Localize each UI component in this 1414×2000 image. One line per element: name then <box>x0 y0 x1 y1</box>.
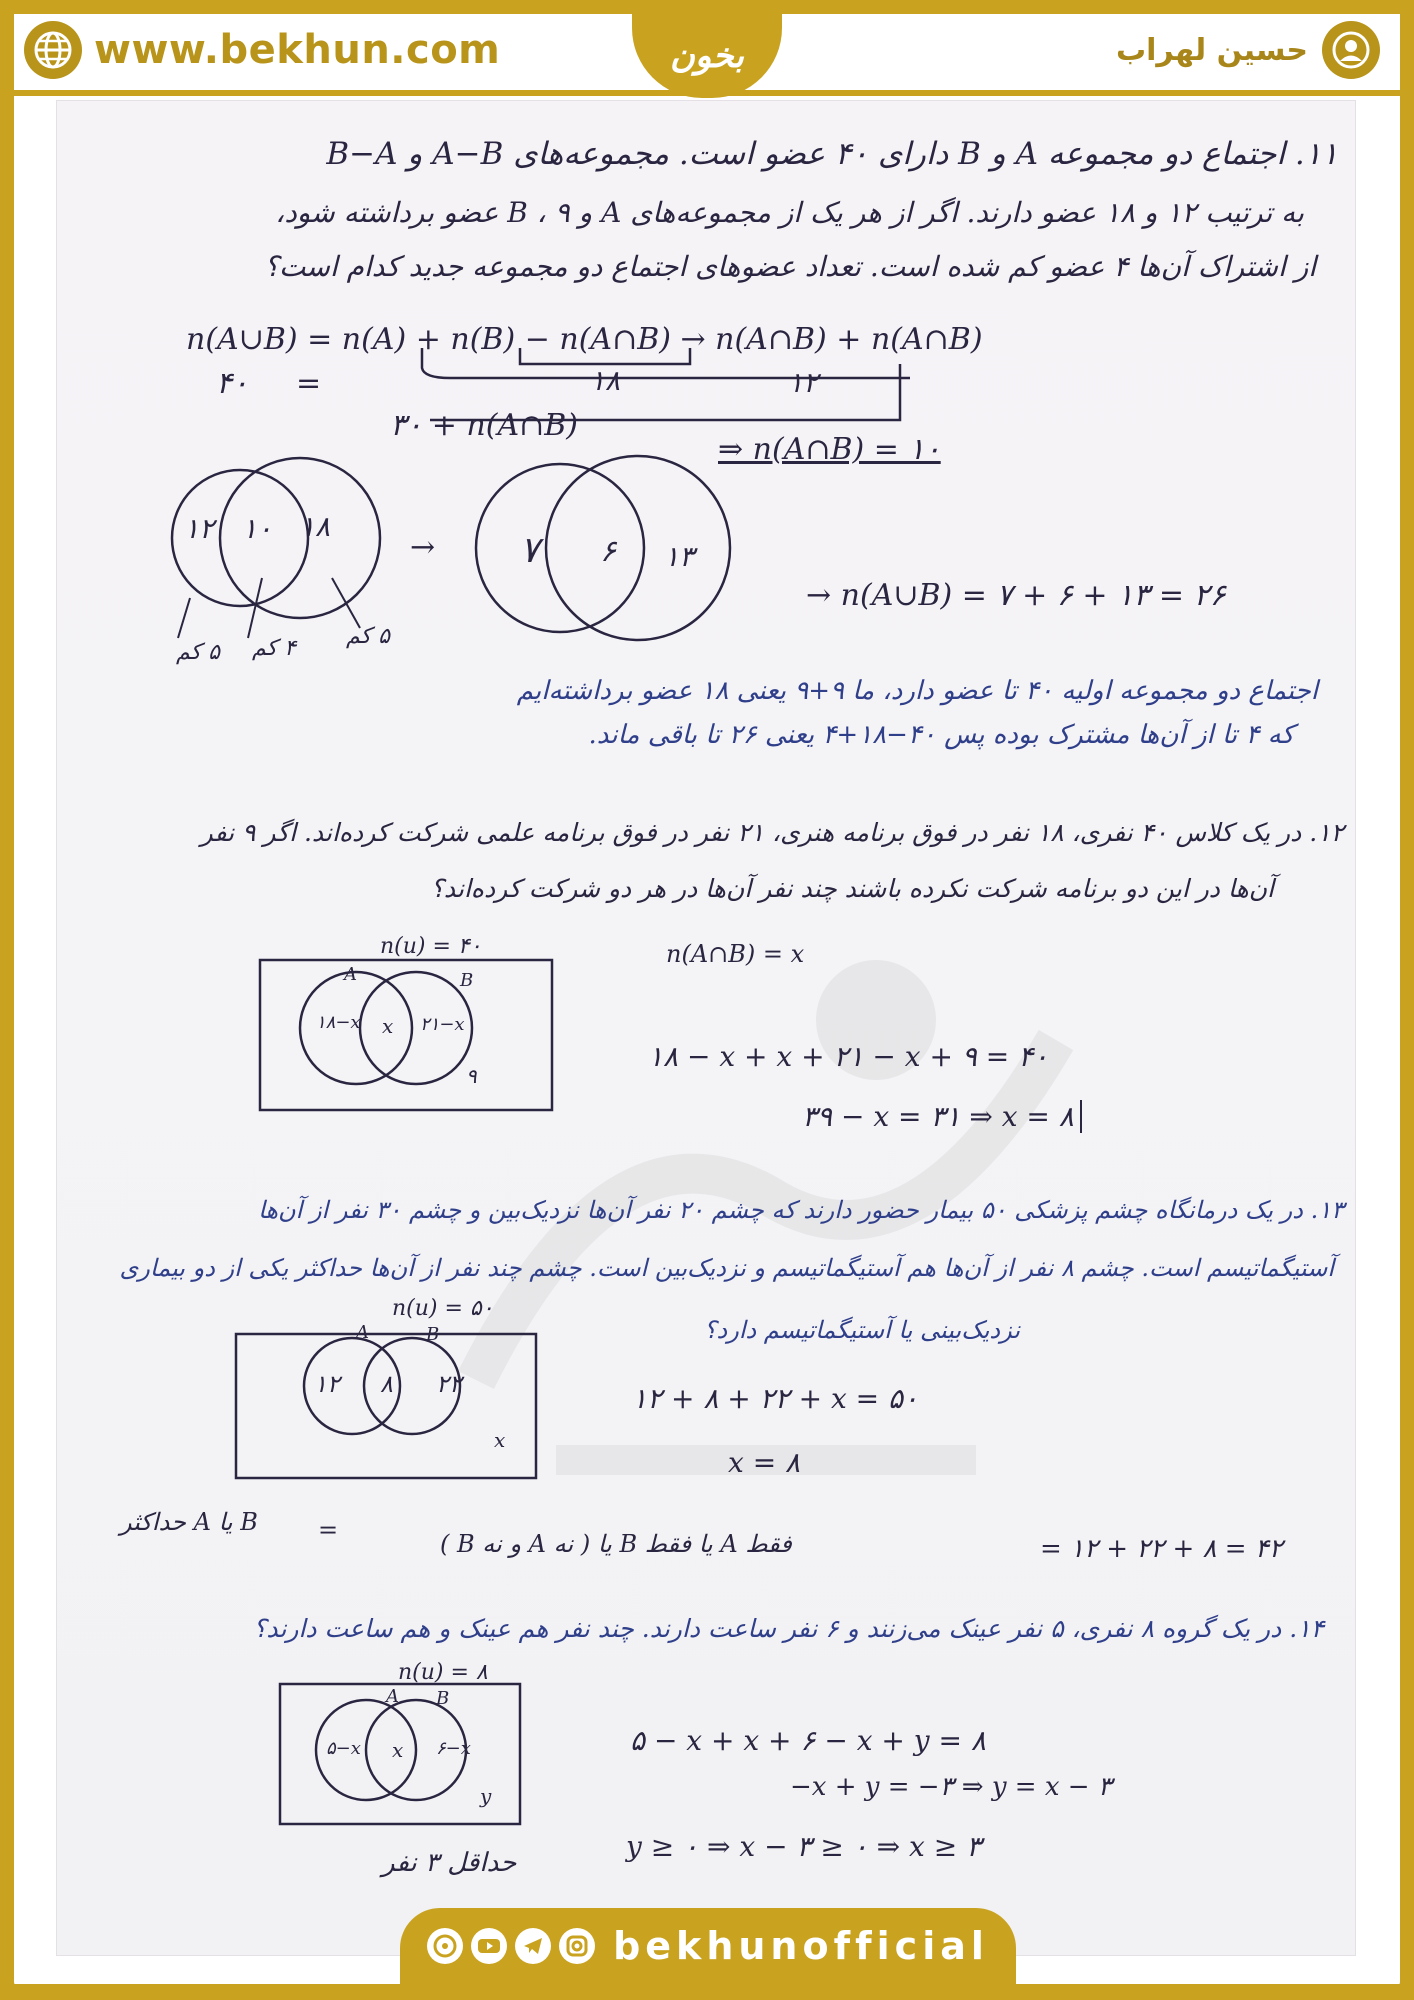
q14-eq2: −x + y = −۳ ⇒ y = x − ۳ <box>790 1772 1112 1802</box>
header-divider <box>14 90 1400 96</box>
q11-brace-12: ۱۲ <box>788 366 819 399</box>
q13-line1: ۱۳. در یک درمانگاه چشم پزشکی ۵۰ بیمار حضور دارند که چشم ۲۰ نفر آن‌ها نزدیک‌بین و چشم ۳۰ نفر از آن‌ها <box>258 1196 1344 1224</box>
q12-out: ۹ <box>466 1064 477 1088</box>
site-url[interactable]: www.bekhun.com <box>94 27 501 73</box>
q14-nu: n(u) = ۸ <box>398 1660 488 1685</box>
author-badge <box>1116 20 1380 80</box>
q12-venn <box>256 956 556 1116</box>
q11-line3: از اشتراک آن‌ها ۴ عضو کم شده است. تعداد عضوهای اجتماع دو مجموعه جدید کدام است؟ <box>264 250 1316 283</box>
q11-venn2-left: ۷ <box>520 530 540 571</box>
q13-line3: نزدیک‌بینی یا آستیگماتیسم دارد؟ <box>703 1316 1020 1344</box>
q12-mid: x <box>382 1014 394 1038</box>
q11-venn1-left: ۱۲ <box>184 512 215 545</box>
q11-venn2-mid: ۶ <box>600 534 617 569</box>
footer-line <box>14 1984 1400 1988</box>
q12-set-a: A <box>344 964 357 985</box>
q11-minus-mid: ۴ کم <box>252 636 296 661</box>
q11-minus-right: ۵ کم <box>346 624 390 649</box>
q11-venn-initial <box>150 448 400 648</box>
q12-eq1: ۱۸ − x + x + ۲۱ − x + ۹ = ۴۰ <box>648 1040 1049 1073</box>
q11-result: → n(A∪B) = ۷ + ۶ + ۱۳ = ۲۶ <box>806 578 1226 613</box>
q12-line1: ۱۲. در یک کلاس ۴۰ نفری، ۱۸ نفر در فوق برنامه هنری، ۲۱ نفر در فوق برنامه علمی شرکت کرده‌اند. اگر ۹ نفر <box>200 818 1344 847</box>
q12-right: ۲۱−x <box>420 1014 465 1035</box>
footer-handle[interactable]: bekhunofficial <box>613 1924 989 1968</box>
q11-eq1: n(A∪B) = n(A) + n(B) − n(A∩B) → n(A∩B) + n(A∩B) <box>186 322 983 357</box>
q13-summary-left: B یا A حداکثر <box>120 1508 258 1536</box>
q12-left: ۱۸−x <box>316 1012 361 1033</box>
q14-mid: x <box>392 1738 404 1762</box>
footer-social-bar[interactable] <box>400 1908 1016 1984</box>
q14-line1: ۱۴. در یک گروه ۸ نفری، ۵ نفر عینک می‌زنند و ۶ نفر ساعت دارند. چند نفر هم عینک و هم ساعت دارند؟ <box>253 1614 1324 1643</box>
q11-line2: به ترتیب ۱۲ و ۱۸ عضو دارند. اگر از هر یک از مجموعه‌های A و B ، ۹ عضو برداشته شود، <box>275 196 1304 229</box>
q12-set-b: B <box>460 970 474 991</box>
globe-icon <box>24 21 82 79</box>
q12-line2: آن‌ها در این دو برنامه شرکت نکرده باشند چند نفر آن‌ها در هر دو شرکت کرده‌اند؟ <box>430 874 1274 903</box>
q14-answer: حداقل ۳ نفر <box>382 1848 517 1878</box>
q13-eq1: ۱۲ + ۸ + ۲۲ + x = ۵۰ <box>632 1382 919 1415</box>
social-icons <box>427 1928 595 1964</box>
q13-mid: ۸ <box>380 1370 393 1398</box>
q13-nu: n(u) = ۵۰ <box>392 1296 494 1321</box>
q13-summary-eq: = <box>318 1516 339 1544</box>
q13-venn <box>232 1330 542 1482</box>
q11-line1: ۱۱. اجتماع دو مجموعه A و B دارای ۴۰ عضو است. مجموعه‌های A−B و B−A <box>326 136 1338 172</box>
site-link[interactable] <box>24 20 500 80</box>
q11-eq1-forty: ۴۰ <box>216 366 249 401</box>
q14-eq3: y ≥ ۰ ⇒ x − ۳ ≥ ۰ ⇒ x ≥ ۳ <box>626 1830 982 1863</box>
aparat-icon[interactable] <box>427 1928 463 1964</box>
brand-logo-text: بخون <box>670 36 744 76</box>
youtube-icon[interactable] <box>471 1928 507 1964</box>
q12-nu: n(u) = ۴۰ <box>380 934 482 959</box>
q13-eq2: x = ۸ <box>728 1446 801 1479</box>
q13-out: x <box>494 1428 506 1452</box>
q11-venn2-right: ۱۳ <box>664 540 695 573</box>
q14-set-a: A <box>386 1686 399 1707</box>
q14-left: ۵−x <box>326 1738 361 1759</box>
q13-left: ۱۲ <box>314 1370 340 1398</box>
q11-eq3: ⇒ n(A∩B) = ۱۰ <box>718 432 941 467</box>
q13-right: ۲۲ <box>436 1370 462 1398</box>
q13-summary-right: = ۱۲ + ۲۲ + ۸ = ۴۲ <box>1040 1534 1283 1564</box>
author-name: حسین لهراب <box>1116 32 1308 68</box>
q11-minus-left: ۵ کم <box>176 640 220 665</box>
q11-note2: که ۴ تا از آن‌ها مشترک بوده پس ۴۰−۱۸+۴ یعنی ۲۶ تا باقی ماند. <box>588 720 1294 750</box>
instagram-icon[interactable] <box>559 1928 595 1964</box>
telegram-icon[interactable] <box>515 1928 551 1964</box>
q14-eq1: ۵ − x + x + ۶ − x + y = ۸ <box>630 1724 986 1757</box>
user-icon <box>1322 21 1380 79</box>
q11-eq2: ۳۰ + n(A∩B) <box>390 408 579 443</box>
q11-note1: اجتماع دو مجموعه اولیه ۴۰ تا عضو دارد، ما ۹+۹ یعنی ۱۸ عضو برداشته‌ایم <box>516 676 1318 706</box>
q11-arrow: → <box>410 530 436 565</box>
q12-nab: n(A∩B) = x <box>666 940 805 968</box>
q11-venn1-right: ۱۸ <box>300 510 331 543</box>
q12-eq2: ۳۹ − x = ۳۱ ⇒ x = ۸ <box>802 1100 1082 1133</box>
q13-set-a: A <box>356 1322 369 1343</box>
q14-out: y <box>480 1784 492 1808</box>
q11-eq1-equals: = <box>296 366 322 401</box>
q13-line2: آستیگماتیسم است. چشم ۸ نفر از آن‌ها هم آستیگماتیسم و نزدیک‌بین است. چشم چند نفر از آن‌ها حداکثر یکی از دو بیماری <box>119 1254 1334 1282</box>
q14-right: ۶−x <box>436 1738 471 1759</box>
q13-summary-mid: فقط A یا فقط B یا ( نه A و نه B ) <box>440 1530 792 1558</box>
q11-brace-18: ۱۸ <box>590 364 621 397</box>
q13-set-b: B <box>426 1324 440 1345</box>
q14-set-b: B <box>436 1688 450 1709</box>
q11-venn1-mid: ۱۰ <box>242 512 273 545</box>
